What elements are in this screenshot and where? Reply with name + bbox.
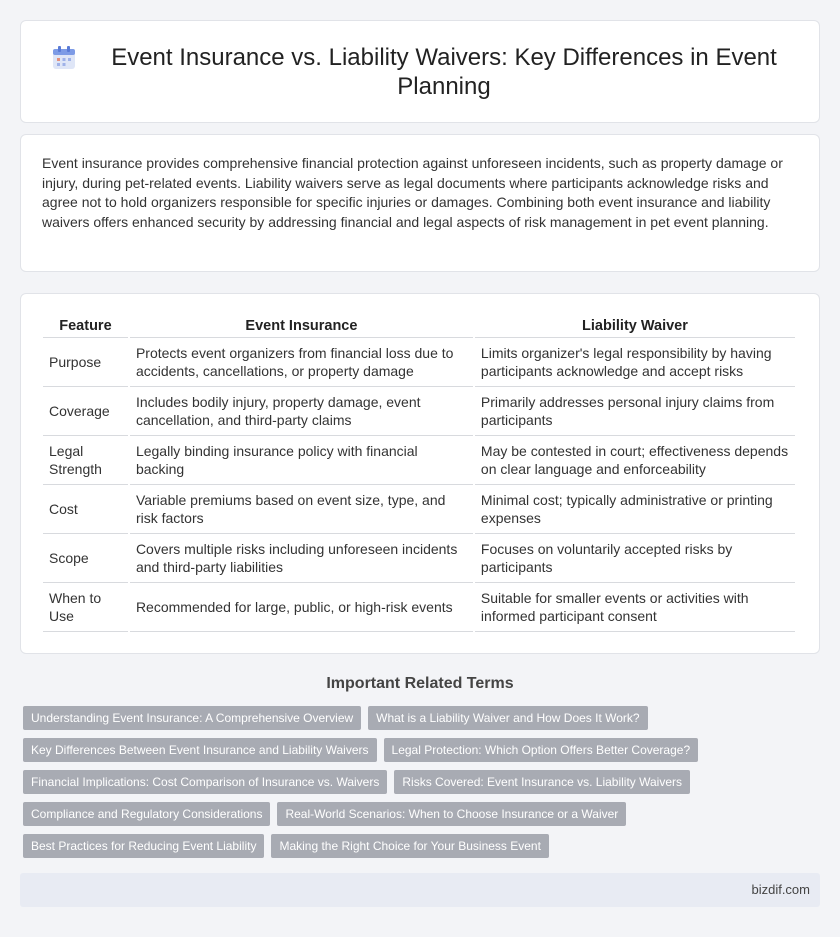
waiver-cell: Focuses on voluntarily accepted risks by participants bbox=[475, 534, 795, 583]
feature-cell: Scope bbox=[43, 534, 128, 583]
related-term-link[interactable]: Best Practices for Reducing Event Liability bbox=[23, 834, 264, 858]
related-term-link[interactable]: Key Differences Between Event Insurance and Liability Waivers bbox=[23, 738, 377, 762]
comparison-table-card bbox=[20, 293, 820, 654]
page-title: Event Insurance vs. Liability Waivers: Key Differences in Event Planning bbox=[111, 43, 777, 100]
insurance-cell: Covers multiple risks including unforeseen incidents and third-party liabilities bbox=[130, 534, 473, 583]
header-liability-waiver: Liability Waiver bbox=[475, 315, 795, 338]
footer bbox=[20, 873, 820, 907]
table-row bbox=[43, 338, 795, 387]
header-feature: Feature bbox=[43, 315, 128, 338]
related-term-link[interactable]: Financial Implications: Cost Comparison of Insurance vs. Waivers bbox=[23, 770, 387, 794]
related-term-link[interactable]: Real-World Scenarios: When to Choose Insurance or a Waiver bbox=[277, 802, 626, 826]
footer-site-link[interactable]: bizdif.com bbox=[751, 882, 810, 897]
waiver-cell: Minimal cost; typically administrative or printing expenses bbox=[475, 485, 795, 534]
feature-cell: Purpose bbox=[43, 338, 128, 387]
table-row bbox=[43, 436, 795, 485]
tag-row bbox=[23, 738, 803, 762]
related-term-link[interactable]: Understanding Event Insurance: A Comprehensive Overview bbox=[23, 706, 361, 730]
comparison-table bbox=[41, 315, 797, 632]
waiver-cell: Primarily addresses personal injury claims from participants bbox=[475, 387, 795, 436]
intro-text: Event insurance provides comprehensive financial protection against unforeseen incidents, such as property damage or injury, during pet-related events. Liability waivers serve as legal documents where participants acknowledge risks and agree not to hold organizers responsible for specific injuries or damages. Combining both event insurance and liability waivers offers enhanced security by addressing financial and legal aspects of risk management in pet event planning. bbox=[42, 155, 783, 230]
table-row bbox=[43, 387, 795, 436]
tag-row bbox=[23, 802, 803, 826]
feature-cell: Coverage bbox=[43, 387, 128, 436]
related-terms-title: Important Related Terms bbox=[326, 675, 514, 692]
related-term-link[interactable]: Risks Covered: Event Insurance vs. Liability Waivers bbox=[394, 770, 690, 794]
waiver-cell: Suitable for smaller events or activities with informed participant consent bbox=[475, 583, 795, 632]
feature-cell: When to Use bbox=[43, 583, 128, 632]
feature-cell: Cost bbox=[43, 485, 128, 534]
header-event-insurance: Event Insurance bbox=[130, 315, 473, 338]
tag-row bbox=[23, 834, 803, 858]
insurance-cell: Includes bodily injury, property damage, event cancellation, and third-party claims bbox=[130, 387, 473, 436]
feature-cell: Legal Strength bbox=[43, 436, 128, 485]
table-row bbox=[43, 583, 795, 632]
tag-row bbox=[23, 706, 803, 730]
insurance-cell: Protects event organizers from financial loss due to accidents, cancellations, or property damage bbox=[130, 338, 473, 387]
related-term-link[interactable]: Compliance and Regulatory Considerations bbox=[23, 802, 270, 826]
header-card bbox=[20, 20, 820, 123]
related-terms-list bbox=[23, 706, 803, 866]
calendar-icon bbox=[51, 45, 77, 71]
table-row bbox=[43, 485, 795, 534]
insurance-cell: Recommended for large, public, or high-risk events bbox=[130, 583, 473, 632]
waiver-cell: Limits organizer's legal responsibility by having participants acknowledge and accept risks bbox=[475, 338, 795, 387]
tag-row bbox=[23, 770, 803, 794]
table-row bbox=[43, 534, 795, 583]
insurance-cell: Variable premiums based on event size, type, and risk factors bbox=[130, 485, 473, 534]
intro-card bbox=[20, 134, 820, 272]
insurance-cell: Legally binding insurance policy with financial backing bbox=[130, 436, 473, 485]
table-header-row bbox=[43, 315, 795, 338]
waiver-cell: May be contested in court; effectiveness depends on clear language and enforceability bbox=[475, 436, 795, 485]
related-term-link[interactable]: What is a Liability Waiver and How Does It Work? bbox=[368, 706, 647, 730]
title-wrap bbox=[21, 21, 819, 122]
related-term-link[interactable]: Making the Right Choice for Your Business Event bbox=[271, 834, 548, 858]
related-term-link[interactable]: Legal Protection: Which Option Offers Better Coverage? bbox=[384, 738, 699, 762]
